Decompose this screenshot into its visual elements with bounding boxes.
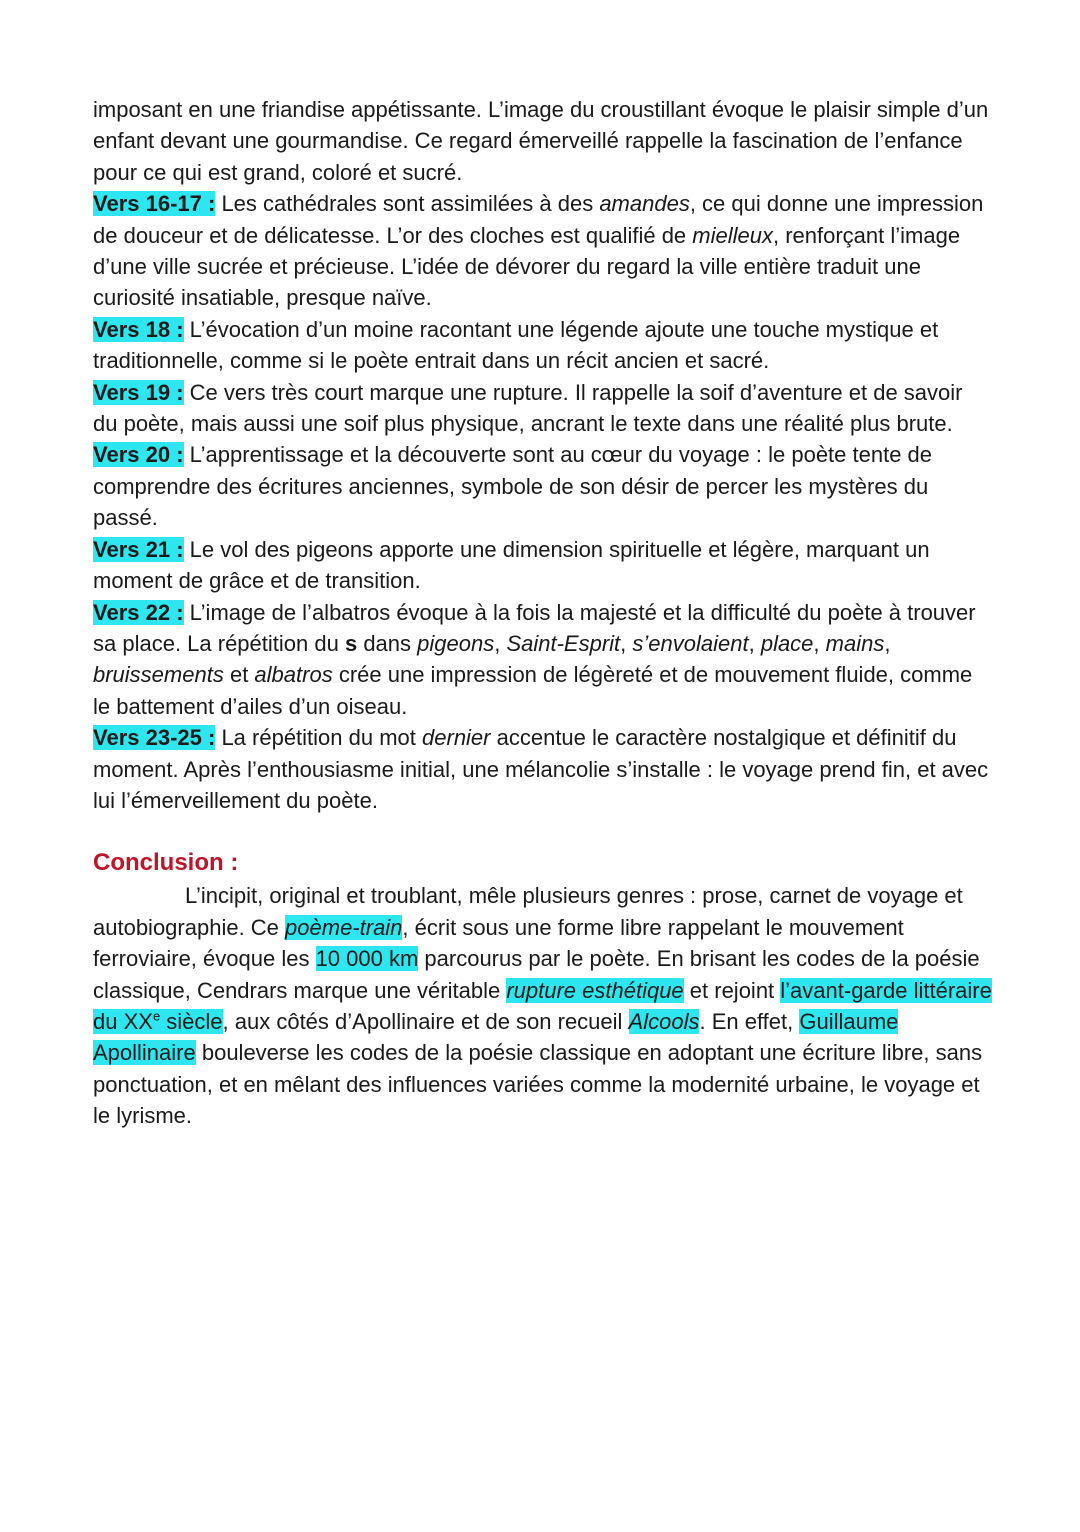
- highlight-rupture: rupture esthétique: [506, 977, 684, 1003]
- conclusion-text: et rejoint: [683, 977, 781, 1003]
- verse-21-paragraph: [93, 534, 993, 597]
- italic-word: amandes: [599, 191, 690, 217]
- verse-text: ,: [884, 630, 891, 656]
- conclusion-paragraph: [93, 880, 993, 1131]
- verse-23-25-paragraph: [93, 722, 993, 816]
- verse-20-paragraph: [93, 439, 993, 533]
- verse-text: ,: [813, 630, 826, 656]
- conclusion-text: , écrit sous une forme libre rappelant le mouvement ferroviaire, évoque les: [93, 914, 904, 972]
- verse-text: , renforçant l’image d’une ville sucrée et précieuse. L’idée de dévorer du regard la ville entière traduit une curiosité insatiable, presque naïve.: [93, 222, 961, 311]
- verse-label: Vers 23-25 :: [93, 725, 216, 751]
- verse-text: Ce vers très court marque une rupture. Il rappelle la soif d’aventure et de savoir du poète, mais aussi une soif plus physique, ancrant le texte dans une réalité plus brute.: [93, 379, 963, 437]
- bold-letter: s: [344, 630, 358, 656]
- verse-text: dans: [357, 630, 418, 656]
- italic-word: albatros: [254, 662, 333, 688]
- verse-16-17-paragraph: [93, 188, 993, 314]
- verse-text: Les cathédrales sont assimilées à des: [221, 191, 600, 217]
- siecle-text: siècle: [160, 1008, 223, 1034]
- verse-text: , ce qui donne une impression de douceur et de délicatesse. L’or des cloches est qualifié de: [93, 191, 984, 248]
- verse-text: crée une impression de légèreté et de mouvement fluide, comme le battement d’ailes d’un oiseau.: [93, 662, 973, 719]
- italic-word: pigeons: [417, 630, 495, 656]
- conclusion-text: bouleverse les codes de la poésie classique en adoptant une écriture libre, sans ponctuation, et en mêlant des influences variées comme la modernité urbaine, le voyage et le lyrisme.: [93, 1040, 983, 1129]
- verse-text: ,: [748, 630, 761, 656]
- conclusion-text: , aux côtés d’Apollinaire et de son recueil: [222, 1008, 629, 1034]
- verse-label: Vers 16-17 :: [93, 191, 216, 217]
- verse-text: ,: [494, 630, 507, 656]
- verse-text: La répétition du mot: [221, 725, 423, 751]
- conclusion-text: L’incipit, original et troublant, mêle plusieurs genres : prose, carnet de voyage et autobiographie. Ce: [93, 883, 963, 940]
- highlight-poeme-train: poème-train: [285, 914, 403, 940]
- italic-word: place: [760, 630, 814, 656]
- highlight-alcools: Alcools: [628, 1008, 700, 1034]
- verse-22-paragraph: [93, 597, 993, 723]
- verse-text: L’image de l’albatros évoque à la fois la majesté et la difficulté du poète à trouver sa place. La répétition du: [93, 599, 976, 656]
- superscript-e: e: [152, 1008, 161, 1024]
- italic-word: Saint-Esprit: [506, 630, 621, 656]
- verse-label: Vers 21 :: [93, 536, 184, 562]
- verse-18-paragraph: [93, 314, 993, 377]
- verse-text: L’apprentissage et la découverte sont au cœur du voyage : le poète tente de comprendre des écritures anciennes, symbole de son désir de percer les mystères du passé.: [93, 442, 933, 531]
- conclusion-text: parcourus par le poète. En brisant les codes de la poésie classique, Cendrars marque une véritable: [93, 946, 980, 1003]
- verse-label: Vers 18 :: [93, 316, 184, 342]
- verse-text: ,: [620, 630, 633, 656]
- italic-word: bruissements: [93, 662, 224, 688]
- verse-text: et: [223, 662, 255, 688]
- intro-text: imposant en une friandise appétissante. L’image du croustillant évoque le plaisir simple d’un enfant devant une gourmandise. Ce regard émerveillé rappelle la fascination de l’enfance pour ce qui est grand, coloré et sucré.: [93, 97, 989, 185]
- conclusion-text: . En effet,: [699, 1008, 800, 1034]
- conclusion-heading: Conclusion :: [93, 849, 239, 877]
- italic-word: dernier: [422, 725, 491, 751]
- verse-text: Le vol des pigeons apporte une dimension spirituelle et légère, marquant un moment de grâce et de transition.: [93, 536, 930, 594]
- highlight-distance: 10 000 km: [315, 946, 419, 972]
- italic-word: mains: [825, 630, 885, 656]
- avant-garde-text: l’avant-garde littéraire du XX: [93, 977, 992, 1034]
- highlight-apollinaire: Guillaume Apollinaire: [93, 1008, 899, 1066]
- intro-paragraph: [93, 94, 993, 188]
- verse-label: Vers 20 :: [93, 442, 184, 468]
- verse-19-paragraph: [93, 377, 993, 440]
- verse-text: accentue le caractère nostalgique et définitif du moment. Après l’enthousiasme initial, une mélancolie s’installe : le voyage prend fin, et avec lui l’émerveillement du poète.: [93, 725, 989, 813]
- italic-word: s’envolaient: [632, 630, 749, 656]
- document-page: [93, 94, 993, 1132]
- verse-label: Vers 19 :: [93, 379, 184, 405]
- verse-text: L’évocation d’un moine racontant une légende ajoute une touche mystique et traditionnelle, comme si le poète entrait dans un récit ancien et sacré.: [93, 316, 939, 374]
- verse-label: Vers 22 :: [93, 599, 184, 625]
- italic-word: mielleux: [692, 222, 773, 248]
